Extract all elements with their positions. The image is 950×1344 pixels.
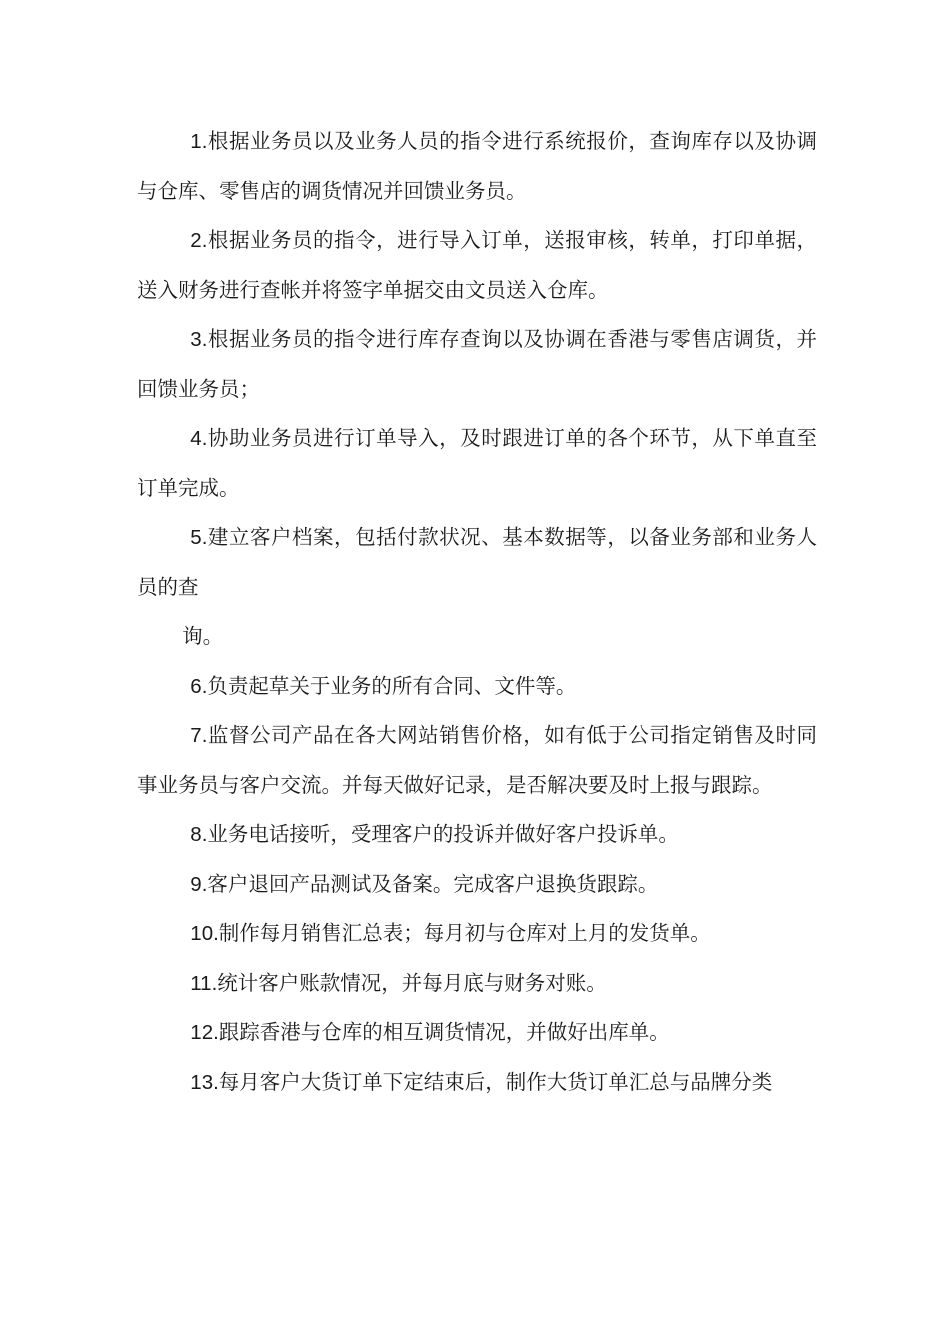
document-body (137, 117, 817, 1107)
item-text: 跟踪香港与仓库的相互调货情况，并做好出库单。 (218, 1020, 670, 1044)
item-text: 负责起草关于业务的所有合同、文件等。 (207, 673, 577, 698)
item-text: 制作每月销售汇总表；每月初与仓库对上月的发货单。 (218, 921, 711, 945)
paragraph-5-continuation (137, 612, 817, 662)
item-number: 5. (190, 526, 208, 549)
item-number: 1. (190, 130, 208, 153)
item-text: 协助业务员进行订单导入，及时跟进订单的各个环节，从下单直至订单完成。 (137, 426, 817, 500)
paragraph-6 (137, 662, 817, 712)
paragraph-7 (137, 711, 817, 810)
paragraph-1 (137, 117, 817, 216)
paragraph-2 (137, 216, 817, 315)
item-number: 4. (190, 427, 208, 450)
item-number: 8. (190, 823, 208, 846)
item-text: 客户退回产品测试及备案。完成客户退换货跟踪。 (207, 871, 659, 896)
item-number: 13. (190, 1070, 219, 1094)
item-text: 询。 (182, 624, 224, 648)
item-text: 统计客户账款情况，并每月底与财务对账。 (217, 970, 607, 995)
item-number: 2. (190, 229, 208, 252)
item-number: 12. (190, 1021, 219, 1044)
paragraph-11 (137, 959, 817, 1009)
item-number: 6. (190, 674, 208, 698)
paragraph-4 (137, 414, 817, 513)
paragraph-12 (137, 1008, 817, 1058)
paragraph-8 (137, 810, 817, 860)
paragraph-9 (137, 860, 817, 910)
item-number: 11. (190, 971, 218, 995)
item-number: 7. (190, 724, 208, 747)
item-text: 根据业务员以及业务人员的指令进行系统报价，查询库存以及协调与仓库、零售店的调货情况并回馈业务员。 (137, 129, 817, 203)
item-number: 3. (190, 328, 208, 351)
paragraph-13 (137, 1058, 817, 1108)
item-number: 9. (190, 872, 208, 896)
item-text: 根据业务员的指令进行库存查询以及协调在香港与零售店调货，并回馈业务员； (137, 327, 817, 401)
item-text: 监督公司产品在各大网站销售价格，如有低于公司指定销售及时同事业务员与客户交流。并每天做好记录，是否解决要及时上报与跟踪。 (137, 723, 817, 797)
item-text: 业务电话接听，受理客户的投诉并做好客户投诉单。 (207, 822, 679, 846)
paragraph-5 (137, 513, 817, 612)
item-text: 根据业务员的指令，进行导入订单，送报审核，转单，打印单据，送入财务进行查帐并将签字单据交由文员送入仓库。 (137, 228, 817, 302)
item-number: 10. (190, 922, 219, 945)
item-text: 每月客户大货订单下定结束后，制作大货订单汇总与品牌分类 (218, 1069, 773, 1094)
item-text: 建立客户档案，包括付款状况、基本数据等，以备业务部和业务人员的查 (137, 525, 817, 599)
paragraph-10 (137, 909, 817, 959)
paragraph-3 (137, 315, 817, 414)
